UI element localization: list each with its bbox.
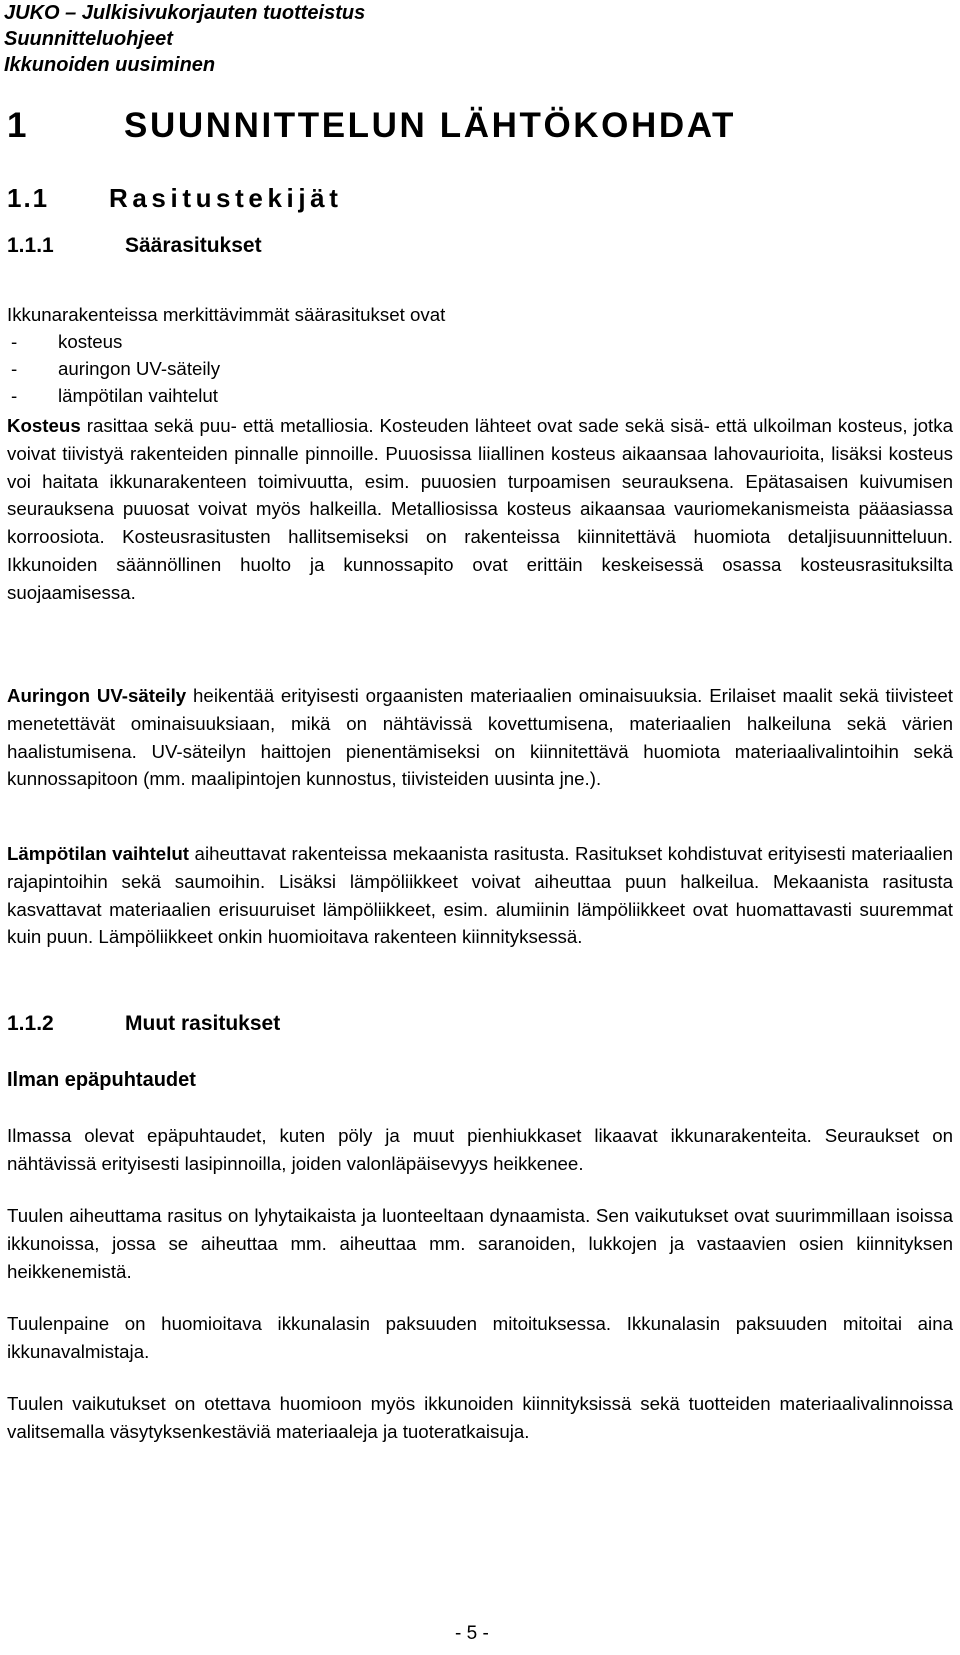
strain-list (7, 328, 220, 409)
section-title: Säärasitukset (125, 234, 262, 257)
paragraph-wind-3: Tuulen vaikutukset on otettava huomioon myös ikkunoiden kiinnityksissä sekä tuotteiden materiaalivalinnoissa valitsemalla väsytyksenkestäviä materiaaleja ja tuoteratkaisuja. (7, 1393, 953, 1442)
paragraph-air-pollutants: Ilmassa olevat epäpuhtaudet, kuten pöly ja muut pienhiukkaset likaavat ikkunarakenteita. Seuraukset on nähtävissä erityisesti lasipinnoilla, joiden valonläpäisevyys heikkenee. (7, 1125, 953, 1174)
section-number: 1.1 (7, 183, 50, 213)
document-header (4, 0, 365, 78)
paragraph-lead: Lämpötilan vaihtelut (7, 843, 190, 864)
list-marker: - (11, 358, 18, 379)
list-marker: - (11, 331, 18, 352)
list-marker: - (11, 385, 18, 406)
section-number: 1 (7, 106, 30, 145)
paragraph-wind-1: Tuulen aiheuttama rasitus on lyhytaikaista ja luonteeltaan dynaamista. Sen vaikutukset ovat suurimmillaan isoissa ikkunoissa, jossa se aiheuttaa mm. aiheuttaa mm. saranoiden, lukkojen ja vastaavien osien kiinnityksen heikkenemistä. (7, 1205, 953, 1282)
paragraph-lead: Kosteus (7, 415, 81, 436)
section-1-1-2-heading (7, 1012, 280, 1036)
section-number: 1.1.2 (7, 1012, 54, 1035)
subheading-air-pollutants: Ilman epäpuhtaudet (7, 1069, 196, 1091)
section-title: Rasitustekijät (109, 183, 343, 213)
header-doc-type: Suunnitteluohjeet (4, 28, 173, 50)
page-number: - 5 - (455, 1623, 489, 1644)
header-doc-subject: Ikkunoiden uusiminen (4, 54, 216, 76)
paragraph-wind-2: Tuulenpaine on huomioitava ikkunalasin paksuuden mitoituksessa. Ikkunalasin paksuuden mitoitai aina ikkunavalmistaja. (7, 1313, 953, 1362)
paragraph-uv: Auringon UV-säteily heikentää erityisesti orgaanisten materiaalien ominaisuuksia. Erilaiset maalit sekä tiivisteet menetettävät ominaisuuksiaan, mikä on nähtävissä kovettumisena, materiaalien halkeiluna sekä värien haalistumisena. UV-säteilyn haittojen pienentämiseksi on kiinnitettävä huomiota materiaalivalintoihin sekä kunnossapitoon (mm. maalipintojen kunnostus, tiivisteiden uusinta jne.). (7, 685, 953, 790)
list-item: - auringon UV-säteily (7, 355, 220, 382)
list-item: - kosteus (7, 328, 220, 355)
section-1-1-1-heading (7, 234, 262, 258)
intro-sentence: Ikkunarakenteissa merkittävimmät säärasitukset ovat (7, 304, 446, 325)
header-project-title: JUKO – Julkisivukorjauten tuotteistus (4, 2, 366, 24)
paragraph-lead: Auringon UV-säteily (7, 685, 187, 706)
section-number: 1.1.1 (7, 234, 54, 257)
section-1-1-heading (7, 183, 342, 214)
section-title: SUUNNITTELUN LÄHTÖKOHDAT (124, 106, 736, 145)
paragraph-moisture: Kosteus rasittaa sekä puu- että metalliosia. Kosteuden lähteet ovat sade sekä sisä- että ulkoilman kosteus, jotka voivat tiivistyä rakenteiden pinnalle pinnoille. Puuosissa liiallinen kosteus aikaansaa lahovaurioita, lisäksi kosteus voi haitata ikkunarakenteen toimivuutta, esim. puuosien turpoamisen seurauksena. Epätasaisen kuivumisen seurauksena puuosat voivat myös halkeilla. Metalliosissa kosteus aikaansaa vauriomekanismeista pääasiassa korroosiota. Kosteusrasitusten hallitsemiseksi on rakenteissa kiinnitettävä huomiota detaljisuunnitteluun. Ikkunoiden säännöllinen huolto ja kunnossapito ovat erittäin keskeisessä osassa kosteusrasituksilta suojaamisessa. (7, 415, 953, 603)
section-1-heading (7, 106, 736, 146)
paragraph-temperature: Lämpötilan vaihtelut aiheuttavat rakenteissa mekaanista rasitusta. Rasitukset kohdistuvat erityisesti materiaalien rajapintoihin sekä saumoihin. Lisäksi lämpöliikkeet voivat aiheuttaa puun halkeilua. Mekaanista rasitusta kasvattavat materiaalien erisuuruiset lämpöliikkeet, esim. alumiinin lämpöliikkeet ovat huomattavasti suuremmat kuin puun. Lämpöliikkeet onkin huomioitava rakenteen kiinnityksessä. (7, 843, 953, 948)
list-item: - lämpötilan vaihtelut (7, 382, 220, 409)
section-title: Muut rasitukset (125, 1012, 281, 1035)
